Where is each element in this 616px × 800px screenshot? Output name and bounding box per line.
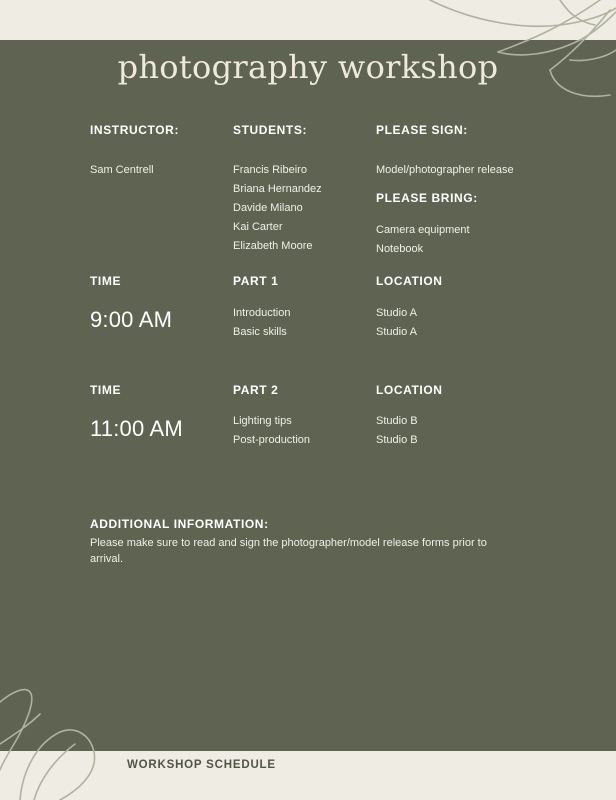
session-location: Studio B xyxy=(376,415,418,427)
time-label: TIME xyxy=(90,274,122,288)
session-topic: Lighting tips xyxy=(233,415,292,427)
session-location: Studio B xyxy=(376,434,418,446)
location-label: LOCATION xyxy=(376,383,443,397)
session-topic: Basic skills xyxy=(233,326,287,338)
student-name: Briana Hernandez xyxy=(233,183,322,195)
leaf-decoration-bottom-icon xyxy=(0,684,100,800)
student-name: Francis Ribeiro xyxy=(233,164,307,176)
location-label: LOCATION xyxy=(376,274,443,288)
bring-item: Camera equipment xyxy=(376,224,470,236)
session-time: 9:00 AM xyxy=(90,307,173,332)
part-label: PART 1 xyxy=(233,274,279,288)
bring-item: Notebook xyxy=(376,243,424,255)
sign-item: Model/photographer release xyxy=(376,164,514,176)
students-label: STUDENTS: xyxy=(233,123,308,137)
session-location: Studio A xyxy=(376,326,417,338)
footer-title: WORKSHOP SCHEDULE xyxy=(127,759,276,771)
additional-info-label: ADDITIONAL INFORMATION: xyxy=(90,517,269,531)
session-topic: Post-production xyxy=(233,434,311,446)
page-title: photography workshop xyxy=(117,48,499,86)
instructor-name: Sam Centrell xyxy=(90,164,154,176)
student-name: Kai Carter xyxy=(233,221,283,233)
session-time: 11:00 AM xyxy=(90,416,183,441)
please-sign-label: PLEASE SIGN: xyxy=(376,123,468,137)
please-bring-label: PLEASE BRING: xyxy=(376,191,478,205)
session-topic: Introduction xyxy=(233,307,291,319)
time-label: TIME xyxy=(90,383,122,397)
session-location: Studio A xyxy=(376,307,417,319)
student-name: Elizabeth Moore xyxy=(233,240,313,252)
student-name: Davide Milano xyxy=(233,202,303,214)
additional-info-text: Please make sure to read and sign the photographer/model release forms prior to arrival. xyxy=(90,537,487,565)
part-label: PART 2 xyxy=(233,383,279,397)
instructor-label: INSTRUCTOR: xyxy=(90,123,180,137)
